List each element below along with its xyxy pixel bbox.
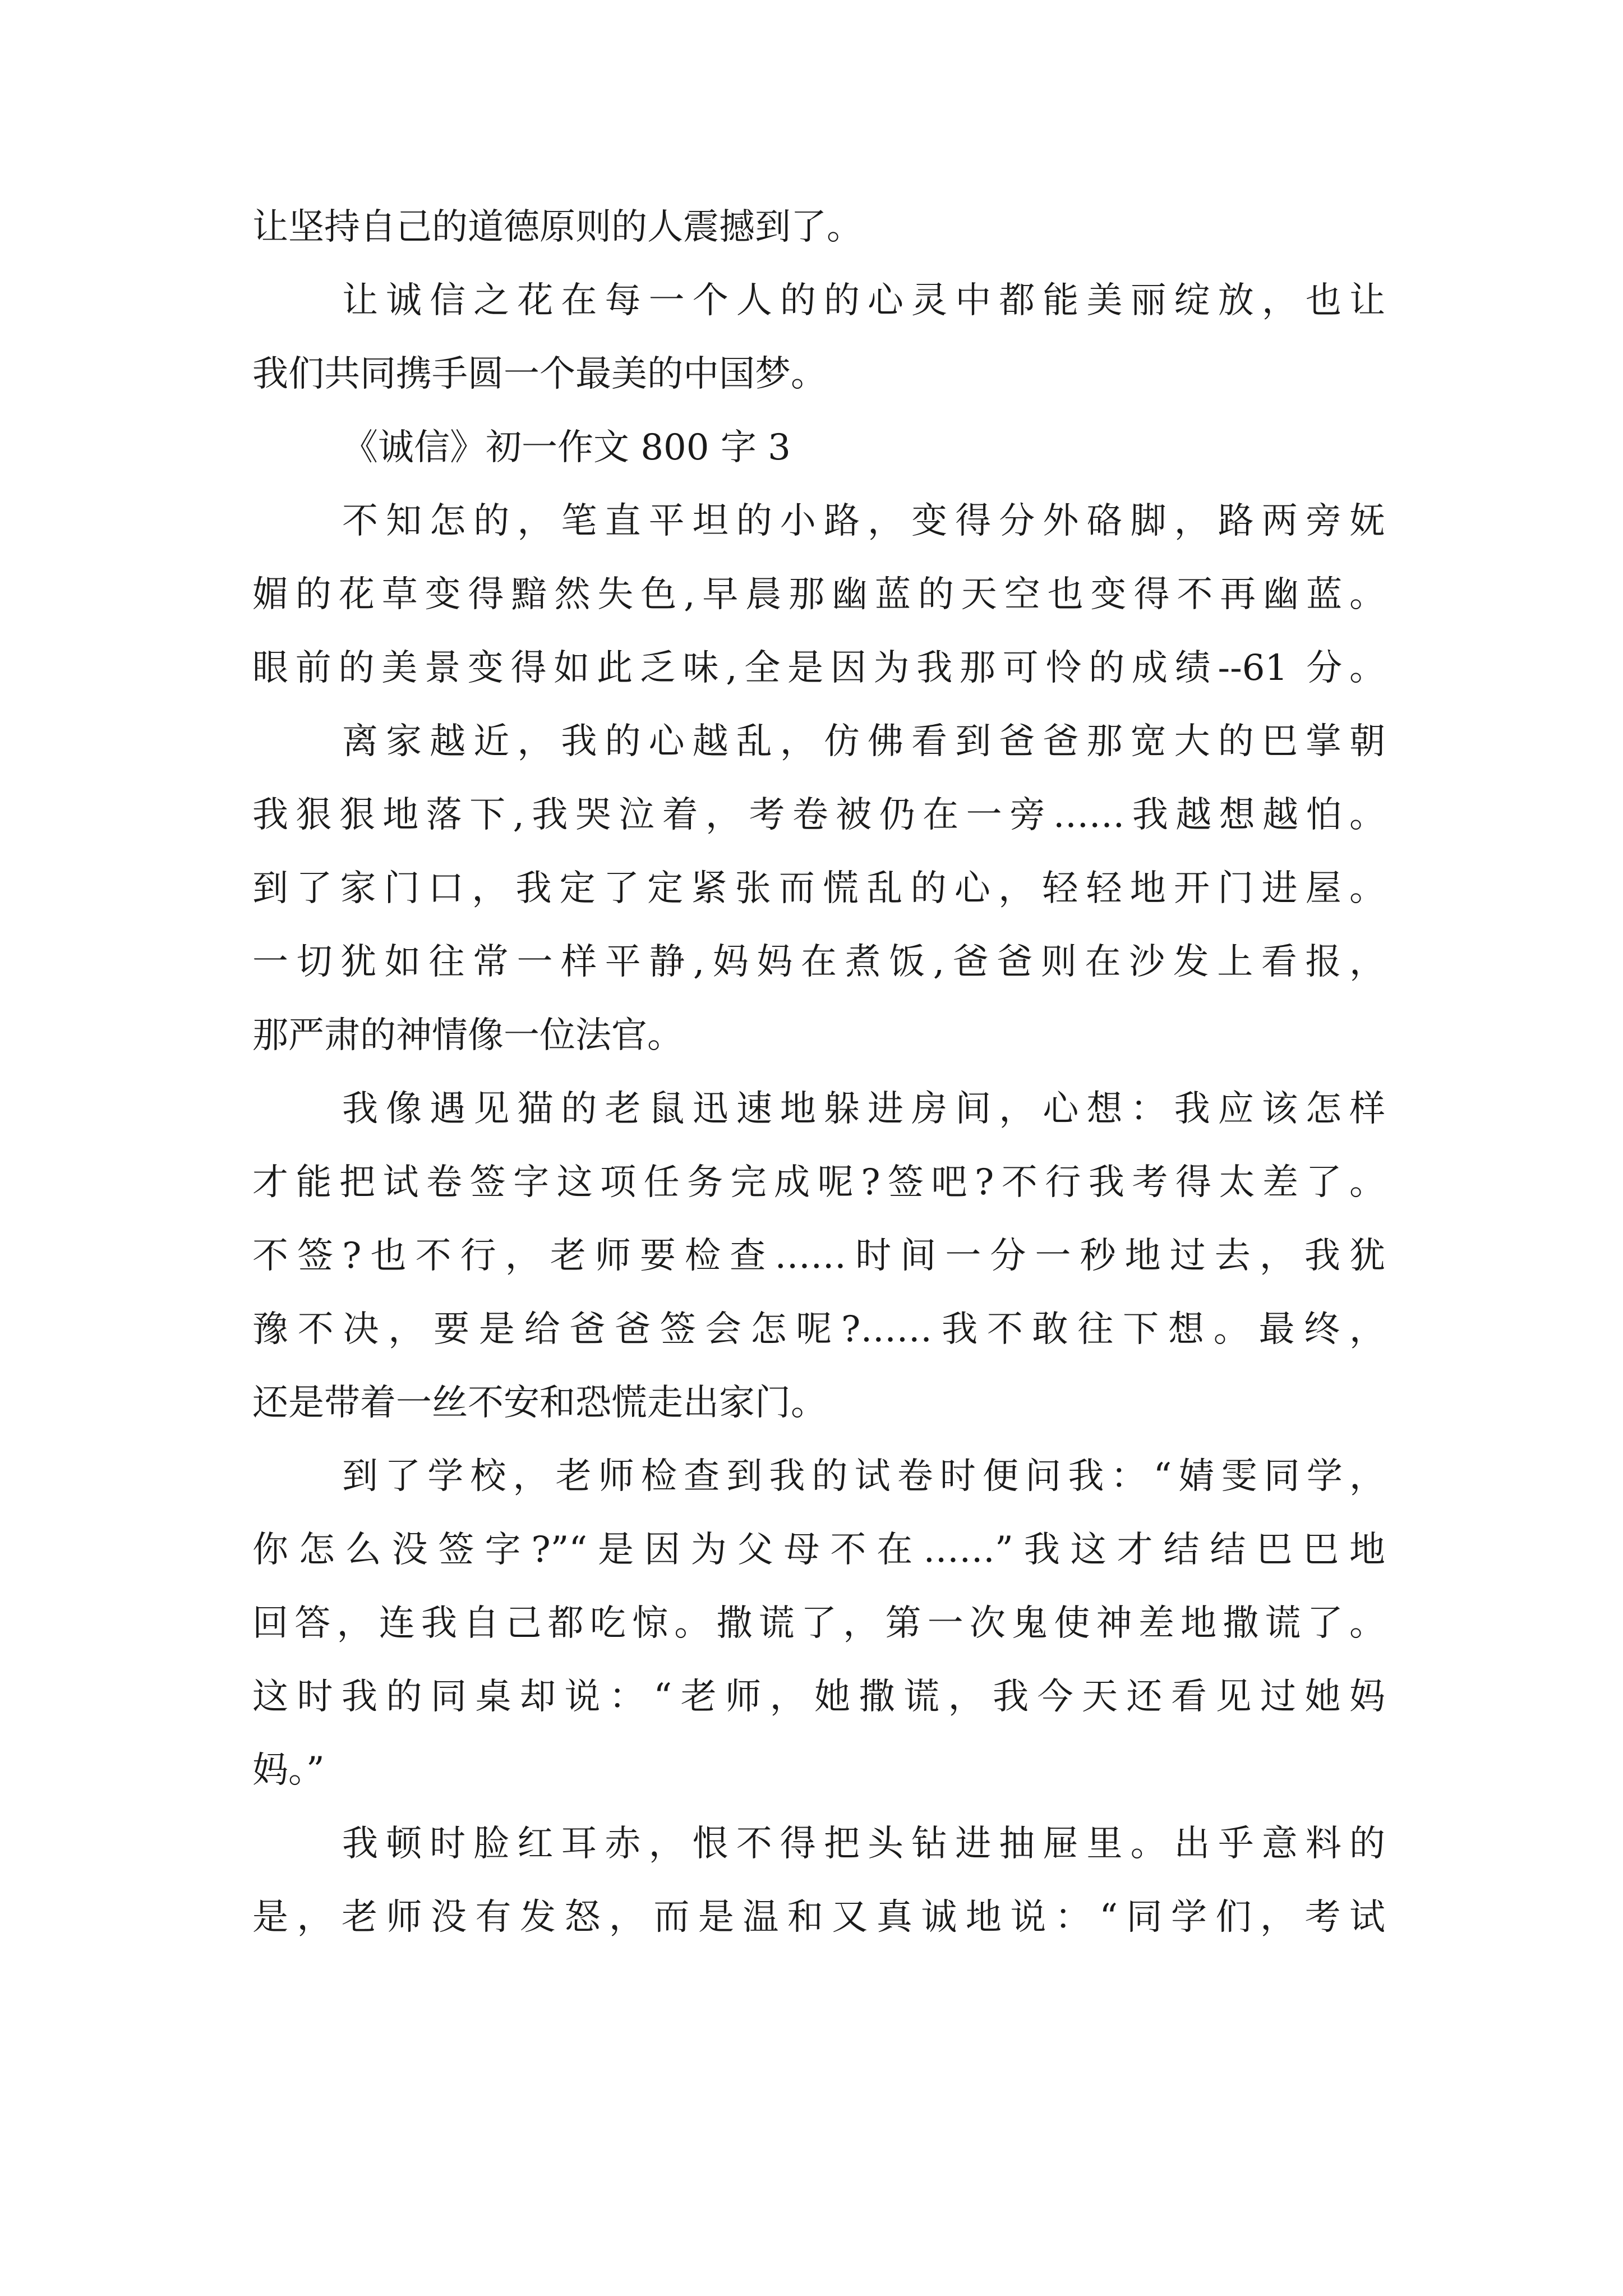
text-line: 让坚持自己的道德原则的人震撼到了。	[252, 206, 863, 248]
text-line: 那严肃的神情像一位法官。	[252, 1015, 683, 1056]
text-line: 离家越近，我的心越乱，仿佛看到爸爸那宽大的巴掌朝	[342, 721, 1385, 762]
text-line: 到了家门口，我定了定紧张而慌乱的心，轻轻地开门进屋。	[252, 868, 1385, 909]
text-line: 让诚信之花在每一个人的的心灵中都能美丽绽放，也让	[342, 280, 1385, 321]
text-line: 还是带着一丝不安和恐慌走出家门。	[252, 1382, 827, 1424]
text-line: 才能把试卷签字这项任务完成呢?签吧?不行我考得太差了。	[252, 1162, 1385, 1203]
text-line: 豫不决，要是给爸爸签会怎呢?……我不敢往下想。最终，	[252, 1309, 1385, 1350]
text-line: 你怎么没签字?”“是因为父母不在……”我这才结结巴巴地	[252, 1529, 1385, 1571]
text-line: 媚的花草变得黯然失色,早晨那幽蓝的天空也变得不再幽蓝。	[252, 574, 1385, 615]
text-line: 我狠狠地落下,我哭泣着，考卷被仍在一旁……我越想越怕。	[252, 794, 1385, 836]
text-line: 一切犹如往常一样平静,妈妈在煮饭,爸爸则在沙发上看报，	[252, 941, 1385, 983]
text-line: 我们共同携手圆一个最美的中国梦。	[252, 353, 827, 395]
text-line: 眼前的美景变得如此乏味,全是因为我那可怜的成绩--61 分。	[252, 647, 1385, 689]
text-line: 不知怎的，笔直平坦的小路，变得分外硌脚，路两旁妩	[342, 500, 1385, 542]
text-line: 回答，连我自己都吃惊。撒谎了，第一次鬼使神差地撒谎了。	[252, 1603, 1385, 1644]
text-line: 不签?也不行，老师要检查……时间一分一秒地过去，我犹	[252, 1235, 1385, 1277]
essay-title: 《诚信》初一作文 800 字 3	[342, 427, 791, 468]
essay-body	[252, 191, 1385, 1954]
text-line: 是，老师没有发怒，而是温和又真诚地说：“同学们，考试	[252, 1897, 1385, 1938]
text-line: 我像遇见猫的老鼠迅速地躲进房间，心想：我应该怎样	[342, 1088, 1385, 1130]
text-line: 这时我的同桌却说：“老师，她撒谎，我今天还看见过她妈	[252, 1676, 1385, 1718]
text-line: 妈。”	[252, 1750, 325, 1791]
text-line: 到了学校，老师检查到我的试卷时便问我：“婧雯同学，	[342, 1456, 1385, 1497]
text-line: 我顿时脸红耳赤，恨不得把头钻进抽屉里。出乎意料的	[342, 1823, 1385, 1865]
